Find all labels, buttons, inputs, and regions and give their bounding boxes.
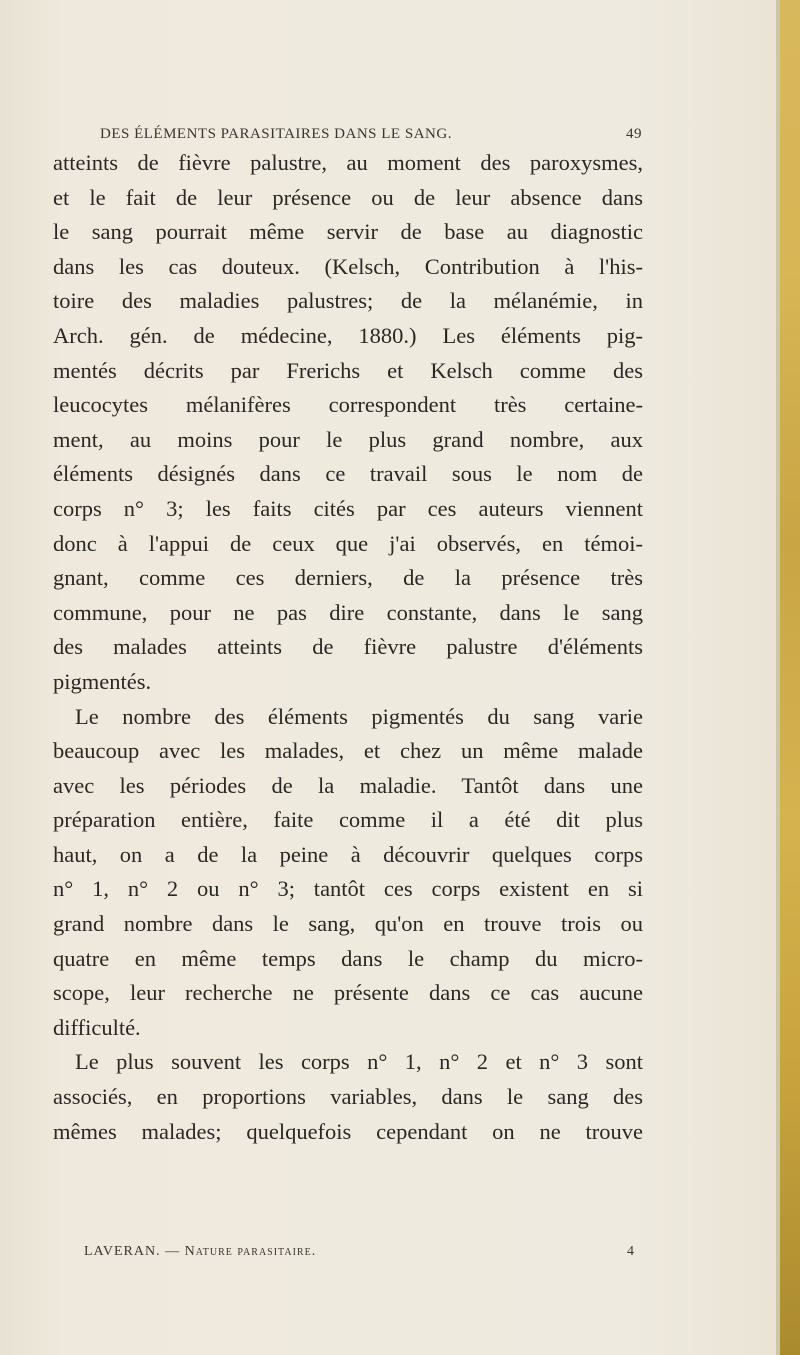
text-line: atteints de fièvre palustre, au moment des paroxysmes,	[53, 150, 643, 175]
text-line: mêmes malades; quelquefois cependant on ne trouve	[53, 1118, 643, 1144]
running-title: DES ÉLÉMENTS PARASITAIRES DANS LE SANG.	[100, 126, 452, 142]
signature-number: 4	[627, 1244, 634, 1259]
text-line: beaucoup avec les malades, et chez un même malade	[53, 738, 643, 764]
text-line: toire des maladies palustres; de la mélanémie, in	[53, 288, 643, 314]
text-line: associés, en proportions variables, dans le sang des	[53, 1084, 643, 1110]
body-text	[53, 146, 643, 1149]
text-line: gnant, comme ces derniers, de la présence très	[53, 565, 643, 591]
text-line: scope, leur recherche ne présente dans ce cas aucune	[53, 980, 643, 1006]
text-line: ment, au moins pour le plus grand nombre, aux	[53, 426, 643, 452]
page-number: 49	[626, 126, 642, 142]
text-line: avec les périodes de la maladie. Tantôt dans une	[53, 772, 643, 798]
text-line: haut, on a de la peine à découvrir quelques corps	[53, 841, 643, 867]
text-line: Le nombre des éléments pigmentés du sang varie	[75, 703, 643, 729]
text-line: corps n° 3; les faits cités par ces auteurs viennent	[53, 495, 643, 521]
gilt-page-edge	[780, 0, 800, 1355]
text-line: mentés décrits par Frerichs et Kelsch comme des	[53, 357, 643, 383]
text-line: Arch. gén. de médecine, 1880.) Les éléments pig-	[53, 322, 643, 348]
text-line: préparation entière, faite comme il a été dit plus	[53, 807, 643, 833]
text-line: pigmentés.	[53, 668, 152, 694]
text-line: n° 1, n° 2 ou n° 3; tantôt ces corps existent en si	[53, 876, 643, 902]
text-line: des malades atteints de fièvre palustre d'éléments	[53, 634, 643, 660]
text-line: leucocytes mélanifères correspondent très certaine-	[53, 392, 643, 418]
text-line: quatre en même temps dans le champ du micro-	[53, 945, 643, 971]
text-line: Le plus souvent les corps n° 1, n° 2 et n° 3 sont	[75, 1049, 643, 1075]
text-line: éléments désignés dans ce travail sous le nom de	[53, 461, 643, 487]
text-line: difficulté.	[53, 1014, 141, 1040]
signature-mark: LAVERAN. — Nature parasitaire.	[84, 1244, 317, 1259]
text-line: et le fait de leur présence ou de leur absence dans	[53, 184, 643, 210]
text-line: grand nombre dans le sang, qu'on en trouve trois ou	[53, 911, 643, 937]
text-line: commune, pour ne pas dire constante, dans le sang	[53, 599, 643, 625]
text-line: dans les cas douteux. (Kelsch, Contribution à l'his-	[53, 253, 643, 279]
text-line: donc à l'appui de ceux que j'ai observés, en témoi-	[53, 530, 643, 556]
text-line: le sang pourrait même servir de base au diagnostic	[53, 219, 643, 245]
